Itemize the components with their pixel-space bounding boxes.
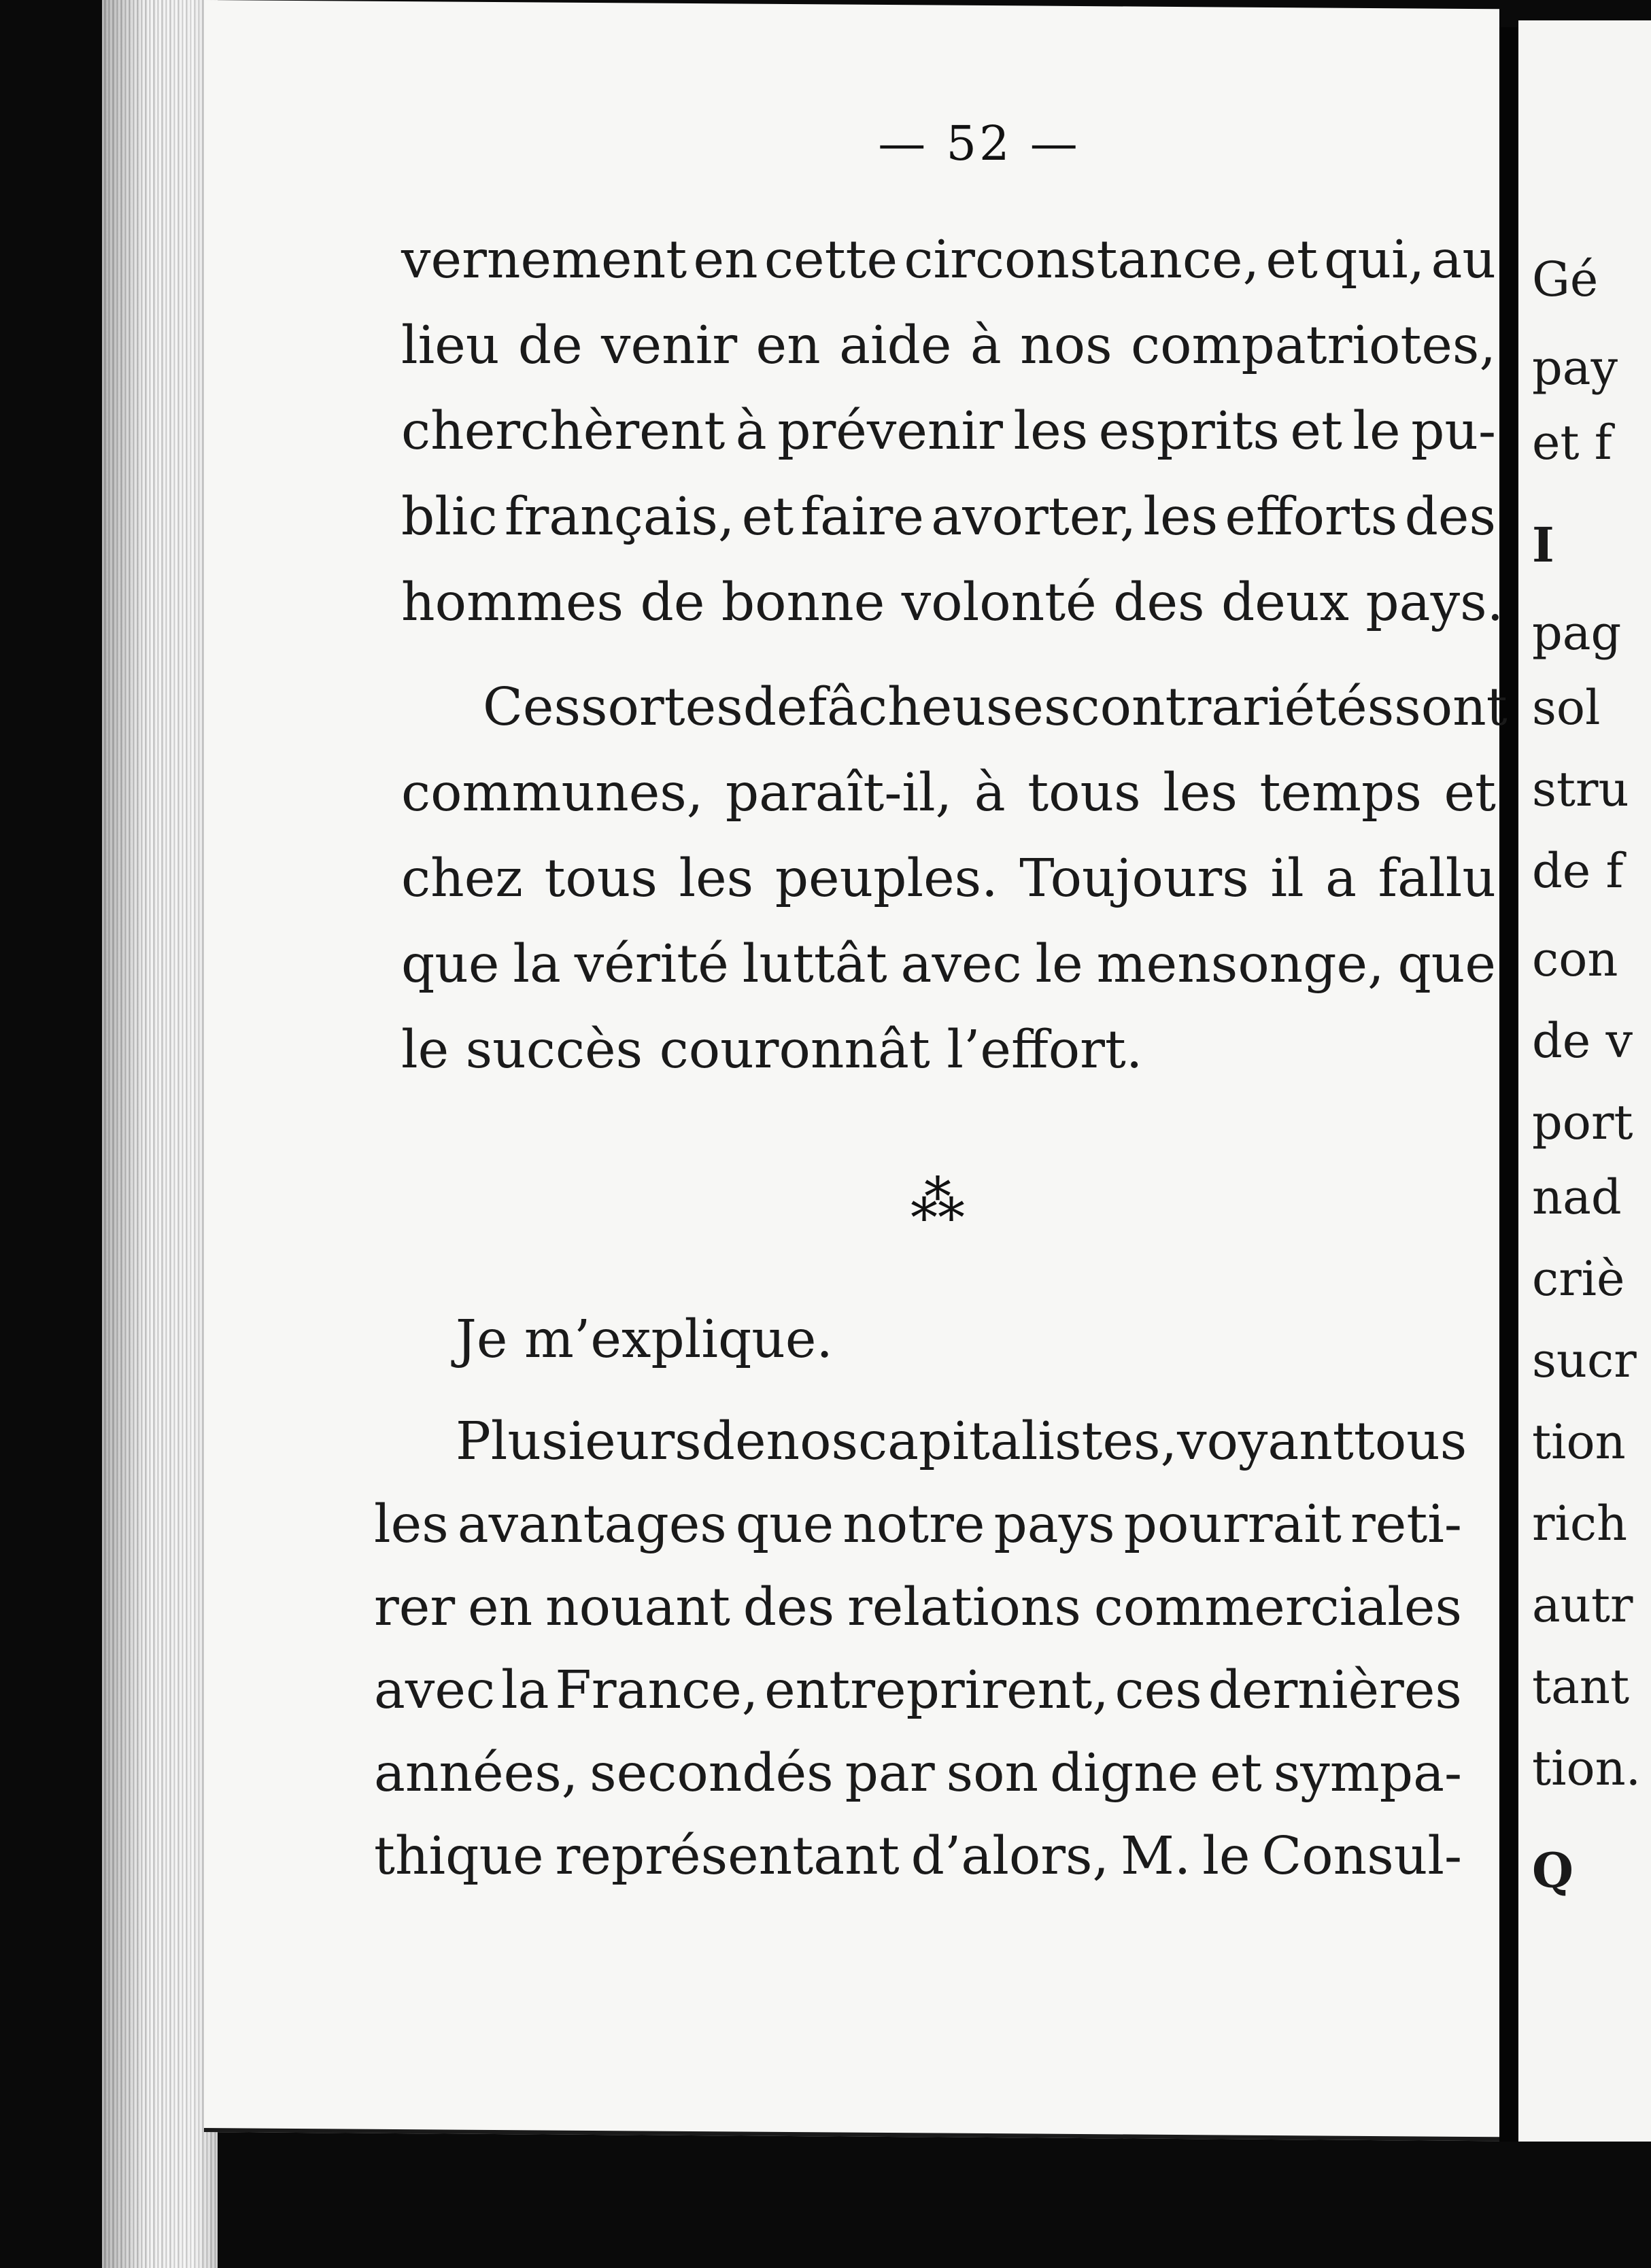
word: nos [1020, 315, 1112, 376]
text-line [401, 1008, 1496, 1093]
word: le succès couronnât l’effort. [401, 1020, 1143, 1080]
word: pays [993, 1494, 1115, 1555]
word: avorter, [931, 487, 1137, 547]
word: au [1431, 230, 1496, 290]
word: Consul- [1261, 1826, 1462, 1887]
word: temps [1259, 763, 1422, 823]
text-line [374, 1299, 1462, 1381]
word: et [1290, 401, 1342, 462]
facing-page-fragment: Q [1532, 1842, 1573, 1899]
word: de [517, 315, 583, 376]
word: peuples. [775, 848, 998, 909]
word: thique [374, 1826, 544, 1887]
word: circonstance, [904, 230, 1260, 290]
word: pu- [1411, 401, 1496, 462]
word: sympa- [1273, 1743, 1462, 1804]
word: Plusieurs [456, 1411, 702, 1472]
word: paraît-il, [725, 763, 953, 823]
word: sortes [581, 677, 743, 738]
word: fallu [1378, 848, 1496, 909]
text-line [401, 303, 1496, 389]
word: et [741, 487, 794, 547]
word: contrariétés [1070, 677, 1395, 738]
text-line [401, 836, 1496, 922]
word: les [374, 1494, 449, 1555]
word: la [500, 1660, 549, 1721]
word: de [743, 677, 808, 738]
word: des [1404, 487, 1496, 547]
text-line [401, 922, 1496, 1008]
text-line [401, 665, 1508, 751]
word: fâcheuses [807, 677, 1071, 738]
facing-page-fragment: Gé [1532, 252, 1599, 307]
book-gutter [1499, 27, 1518, 2142]
facing-page-fragment: port [1532, 1095, 1633, 1150]
word: sont [1394, 677, 1508, 738]
word: Toujours [1019, 848, 1249, 909]
text-line [401, 389, 1496, 475]
word: en [693, 230, 758, 290]
word: les [1013, 401, 1089, 462]
facing-page-fragment: stru [1532, 761, 1629, 817]
facing-page-fragment: criè [1532, 1251, 1625, 1307]
text-block-top [401, 218, 1508, 1093]
word: à [970, 315, 1002, 376]
word: rer [374, 1577, 456, 1638]
word: digne [1049, 1743, 1199, 1804]
word: Ces [483, 677, 581, 738]
section-asterism: ⁂ [910, 1169, 966, 1233]
facing-page-fragment: pay [1532, 340, 1618, 396]
word: M. [1120, 1826, 1191, 1887]
word: voyant [1177, 1411, 1354, 1472]
word: le [1352, 401, 1401, 462]
word: a [1325, 848, 1357, 909]
word: nouant [545, 1577, 730, 1638]
text-line [374, 1401, 1467, 1483]
text-line [374, 1732, 1462, 1815]
word: dernières [1208, 1660, 1462, 1721]
word: et [1444, 763, 1496, 823]
facing-page-fragment: tion. [1532, 1740, 1641, 1796]
word: commerciales [1093, 1577, 1462, 1638]
word: tous [1027, 763, 1141, 823]
word: capitalistes, [857, 1411, 1178, 1472]
word: mensonge, [1096, 934, 1384, 995]
word: notre [842, 1494, 985, 1555]
word: les [1143, 487, 1219, 547]
word: tous [1353, 1411, 1467, 1472]
word: compatriotes, [1130, 315, 1496, 376]
word: lieu [401, 315, 500, 376]
word: les [1163, 763, 1238, 823]
word: secondés [590, 1743, 834, 1804]
text-line [401, 560, 1504, 646]
word: français, [504, 487, 735, 547]
word: d’alors, [910, 1826, 1110, 1887]
facing-page-fragment: tant [1532, 1659, 1630, 1715]
word: vernement [401, 230, 687, 290]
word: le [1035, 934, 1083, 995]
word: en [755, 315, 821, 376]
word: avantages [457, 1494, 727, 1555]
word: des [743, 1577, 835, 1638]
word: années, [374, 1743, 579, 1804]
facing-page-fragment: de v [1532, 1013, 1633, 1069]
word: luttât [742, 934, 887, 995]
page-number: — 52 — [878, 116, 1080, 171]
word: communes, [401, 763, 704, 823]
word: venir [601, 315, 738, 376]
facing-page-fragment: et f [1532, 415, 1612, 470]
word: prévenir [777, 401, 1003, 462]
word: les [679, 848, 754, 909]
word: son [946, 1743, 1039, 1804]
word: représentant [555, 1826, 900, 1887]
word: que [1397, 934, 1496, 995]
facing-page-fragment: con [1532, 931, 1618, 987]
page-edge-stack [102, 0, 218, 2268]
text-line [401, 218, 1496, 303]
facing-page-fragment: tion [1532, 1414, 1626, 1470]
word: avec [374, 1660, 496, 1721]
facing-page-fragment: rich [1532, 1496, 1628, 1551]
text-line [374, 1649, 1462, 1732]
word: Je m’explique. [456, 1309, 833, 1370]
word: reti- [1350, 1494, 1462, 1555]
text-line [401, 751, 1496, 836]
facing-page-fragment: I [1532, 517, 1554, 573]
facing-page-fragment: nad [1532, 1169, 1622, 1225]
text-block-bottom [374, 1299, 1467, 1898]
word: avec [900, 934, 1022, 995]
word: faire [800, 487, 924, 547]
word: à [735, 401, 767, 462]
word: et [1265, 230, 1318, 290]
facing-page-fragment: pag [1532, 605, 1622, 661]
word: à [974, 763, 1006, 823]
word: esprits [1098, 401, 1280, 462]
word: relations [847, 1577, 1081, 1638]
facing-page [1518, 20, 1651, 2142]
facing-page-fragment: autr [1532, 1577, 1633, 1633]
word: pourrait [1123, 1494, 1342, 1555]
word: aide [839, 315, 952, 376]
word: il [1270, 848, 1304, 909]
word: efforts [1225, 487, 1398, 547]
word: par [845, 1743, 935, 1804]
facing-page-fragment: sucr [1532, 1333, 1637, 1388]
word: ces [1114, 1660, 1202, 1721]
word: de [701, 1411, 766, 1472]
word: blic [401, 487, 498, 547]
word: le [1202, 1826, 1250, 1887]
word: que [401, 934, 500, 995]
facing-page-fragment: de f [1532, 843, 1624, 899]
word: cherchèrent [401, 401, 726, 462]
facing-page-fragment: sol [1532, 680, 1601, 736]
word: la [513, 934, 561, 995]
text-line [401, 475, 1496, 560]
word: cette [764, 230, 898, 290]
word: et [1210, 1743, 1262, 1804]
word: que [735, 1494, 834, 1555]
word: qui, [1324, 230, 1425, 290]
word: nos [766, 1411, 858, 1472]
word: en [468, 1577, 533, 1638]
word: vérité [574, 934, 729, 995]
word: chez [401, 848, 523, 909]
text-line [374, 1566, 1462, 1649]
word: entreprirent, [764, 1660, 1109, 1721]
text-line [374, 1483, 1462, 1566]
word: France, [555, 1660, 759, 1721]
text-line [374, 1815, 1462, 1898]
word: tous [544, 848, 658, 909]
word: hommes de bonne volonté des deux pays. [401, 572, 1504, 633]
